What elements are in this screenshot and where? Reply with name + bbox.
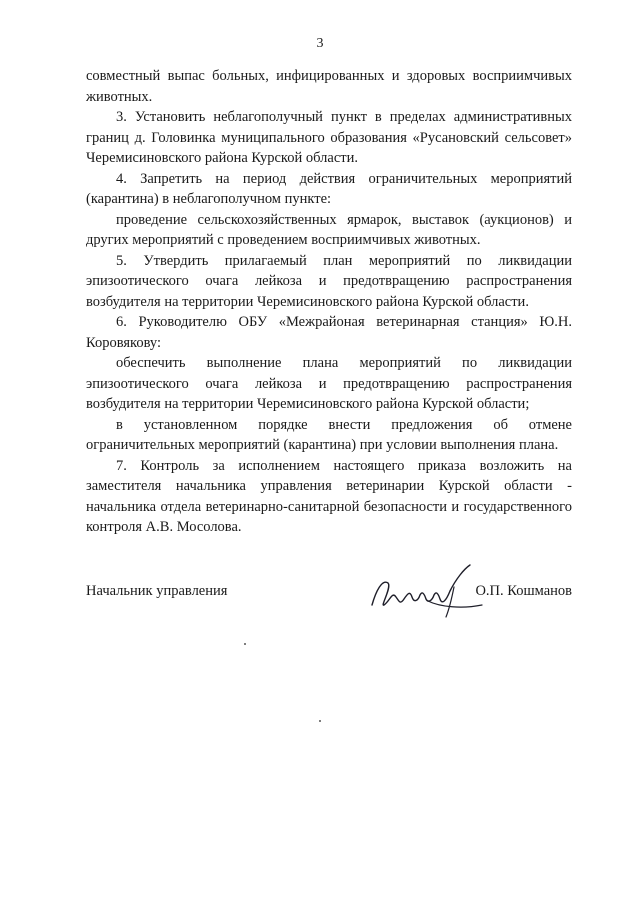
signatory-name: О.П. Кошманов xyxy=(475,583,572,599)
paragraph-item-6-subitem-2: в установленном порядке внести предложения об отмене ограничительных мероприятий (карантина) при условии выполнения плана. xyxy=(86,416,572,453)
paragraph-item-4-subitem: проведение сельскохозяйственных ярмарок, выставок (аукционов) и других мероприятий с проведением восприимчивых животных. xyxy=(86,211,572,248)
paragraph-item-4: 4. Запретить на период действия ограничительных мероприятий (карантина) в неблагополучном пункте: xyxy=(86,170,572,207)
paragraph-item-6: 6. Руководителю ОБУ «Межрайоная ветеринарная станция» Ю.Н. Коровякову: xyxy=(86,314,572,351)
page-number: 3 xyxy=(316,36,324,51)
signatory-title: Начальник управления xyxy=(86,583,228,599)
paragraph-item-6-subitem-1: обеспечить выполнение плана мероприятий по ликвидации эпизоотического очага лейкоза и предотвращению распространения возбудителя на территории Черемисиновского района Курской области; xyxy=(86,355,572,412)
paragraph-continuation: совместный выпас больных, инфицированных и здоровых восприимчивых животных. xyxy=(86,68,572,105)
scan-speck xyxy=(244,643,246,645)
document-body xyxy=(86,66,572,538)
paragraph-item-5: 5. Утвердить прилагаемый план мероприятий по ликвидации эпизоотического очага лейкоза и предотвращению распространения возбудителя на территории Черемисиновского района Курской области. xyxy=(86,252,572,310)
scan-speck xyxy=(319,720,321,722)
paragraph-item-3: 3. Установить неблагополучный пункт в пределах административных границ д. Головинка муниципального образования «Русановский сельсовет» Черемисиновского района Курской области. xyxy=(86,109,572,166)
signature-block xyxy=(86,583,572,633)
paragraph-item-7: 7. Контроль за исполнением настоящего приказа возложить на заместителя начальника управления ветеринарии Курской области - начальника отдела ветеринарно-санитарной безопасности и государственного контроля А.В. Мосолова. xyxy=(86,457,572,535)
handwritten-signature xyxy=(366,561,486,621)
